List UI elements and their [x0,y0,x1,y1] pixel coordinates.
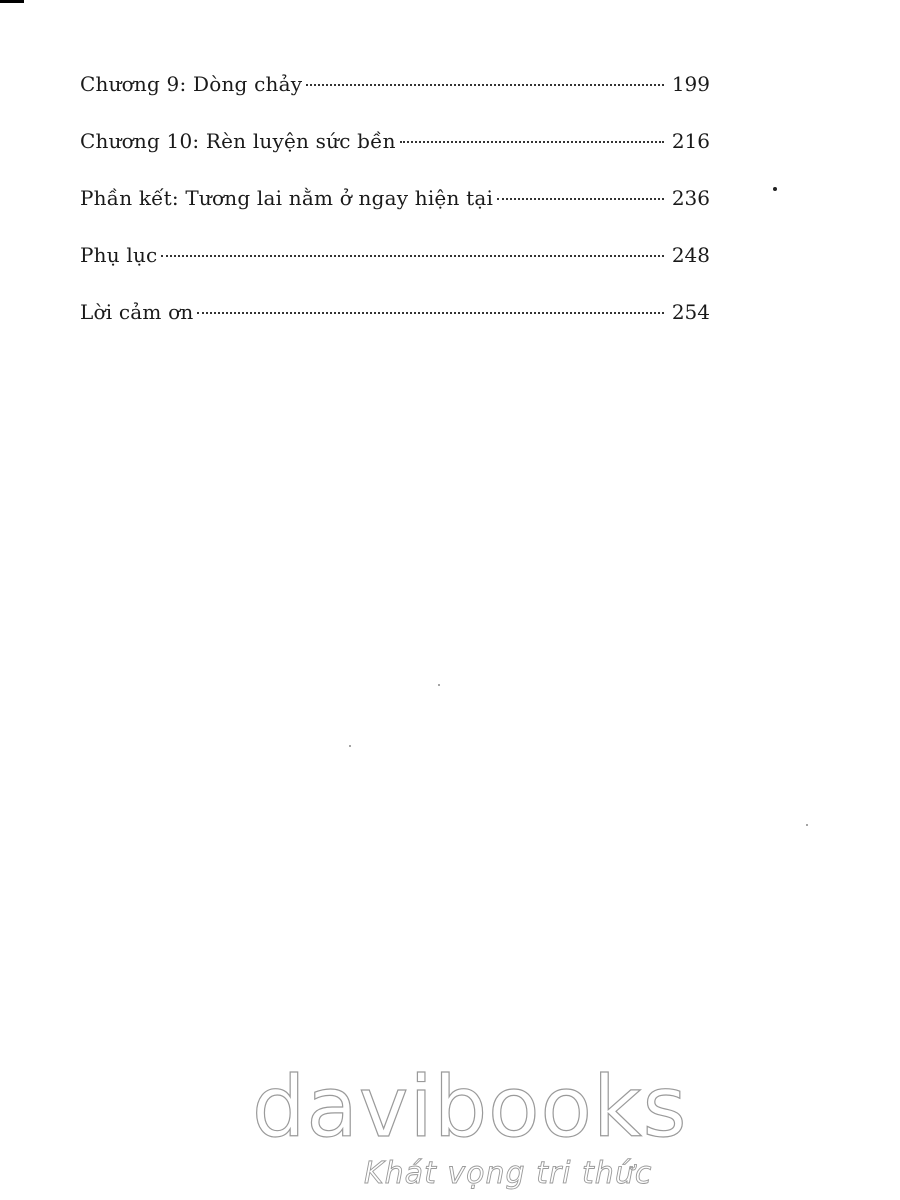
toc-dot-leader [497,198,664,200]
scan-speck [438,684,440,686]
toc-entry-title: Lời cảm ơn [80,300,194,324]
table-of-contents [80,70,710,355]
toc-dot-leader [161,255,663,257]
publisher-watermark [252,1058,688,1191]
toc-entry-appendix [80,241,710,298]
toc-entry-title: Chương 10: Rèn luyện sức bền [80,129,396,153]
watermark-brand: davibooks [252,1058,688,1156]
toc-entry-title: Chương 9: Dòng chảy [80,72,303,96]
toc-dot-leader [400,141,664,143]
scan-speck [349,745,351,747]
toc-entry-acknowledgements [80,298,710,355]
toc-entry-page: 254 [671,300,710,324]
toc-entry-chapter-9 [80,70,710,127]
toc-entry-chapter-10 [80,127,710,184]
toc-dot-leader [306,84,664,86]
watermark-slogan: Khát vọng tri thức [364,1156,653,1191]
toc-dot-leader [197,312,663,314]
toc-entry-page: 199 [671,72,710,96]
toc-entry-page: 236 [671,186,710,210]
toc-entry-title: Phụ lục [80,243,158,267]
scan-corner-mark [0,0,24,3]
scan-speck [806,824,808,826]
toc-entry-title: Phần kết: Tương lai nằm ở ngay hiện tại [80,186,494,210]
toc-entry-conclusion [80,184,710,241]
toc-entry-page: 248 [671,243,710,267]
toc-entry-page: 216 [671,129,710,153]
scan-speck [773,187,777,191]
